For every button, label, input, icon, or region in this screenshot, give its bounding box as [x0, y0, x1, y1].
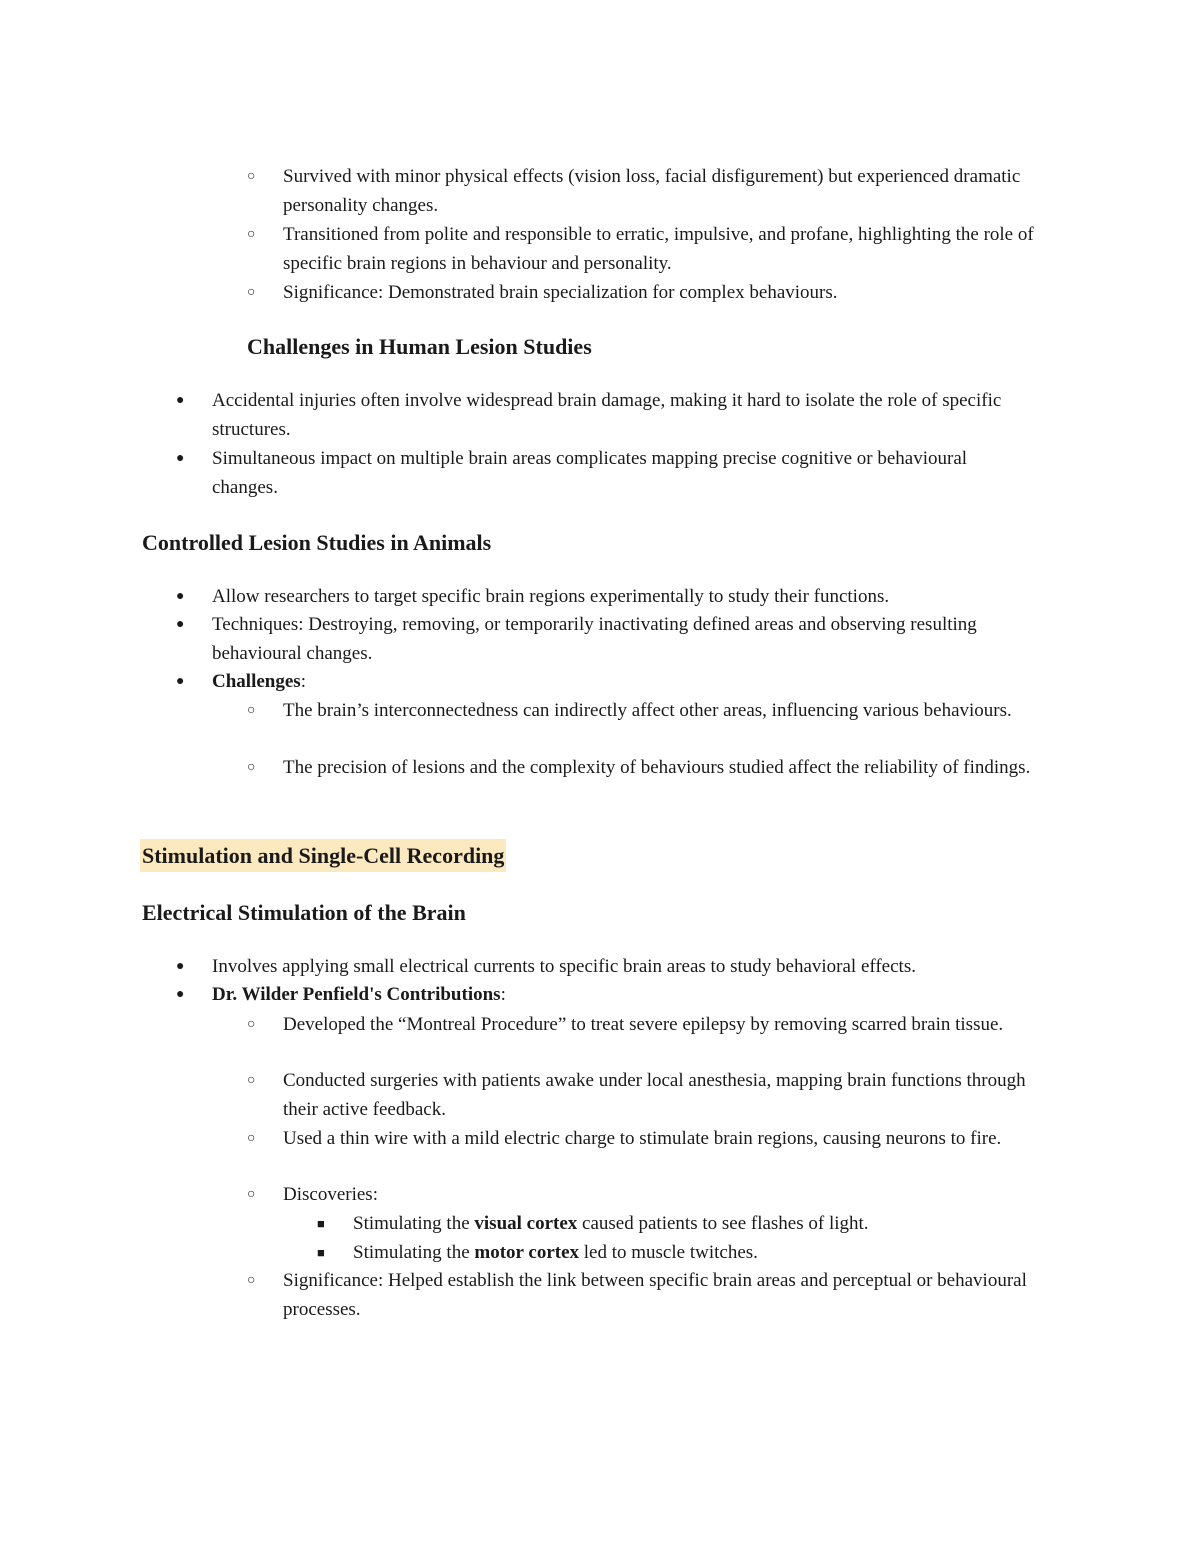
hollow-bullet-icon: ○ [247, 1187, 256, 1202]
penfield-label: Dr. Wilder Penfield's Contributions [212, 984, 501, 1005]
section-heading-text: Stimulation and Single-Cell Recording [140, 839, 506, 872]
bullet-icon: ● [176, 959, 185, 974]
bullet-icon: ● [176, 987, 185, 1002]
square-bullet-icon: ■ [317, 1216, 325, 1231]
list-item: Involves applying small electrical currents to specific brain areas to study behavioral effects. [212, 956, 916, 977]
discovery-term: motor cortex [474, 1242, 580, 1263]
list-item: Developed the “Montreal Procedure” to treat severe epilepsy by removing scarred brain tissue. [283, 1014, 1004, 1035]
challenges-colon: : [300, 671, 306, 692]
list-item: Techniques: Destroying, removing, or temporarily inactivating defined areas and observing resulting behavioural changes. [212, 614, 977, 664]
hollow-bullet-icon: ○ [247, 1273, 256, 1288]
discovery-text: caused patients to see flashes of light. [577, 1213, 869, 1234]
hollow-bullet-icon: ○ [247, 1073, 256, 1088]
challenges-label: Challenges [212, 671, 301, 692]
list-item: The precision of lesions and the complexity of behaviours studied affect the reliability of findings. [283, 757, 1031, 778]
heading-electrical-stimulation: Electrical Stimulation of the Brain [142, 900, 466, 925]
list-item: Simultaneous impact on multiple brain areas complicates mapping precise cognitive or behavioural changes. [212, 448, 968, 498]
list-item-discovery [353, 1210, 1053, 1239]
hollow-bullet-icon: ○ [247, 227, 256, 242]
discovery-text: Stimulating the [353, 1242, 475, 1263]
hollow-bullet-icon: ○ [247, 1131, 256, 1146]
discovery-text: led to muscle twitches. [579, 1242, 758, 1263]
list-item: Significance: Demonstrated brain specialization for complex behaviours. [283, 282, 838, 303]
list-item: Used a thin wire with a mild electric charge to stimulate brain regions, causing neurons to fire. [283, 1128, 1002, 1149]
list-item-penfield [212, 981, 992, 1010]
bullet-icon: ● [176, 617, 185, 632]
list-item-discovery [353, 1239, 1053, 1268]
heading-animal-lesion: Controlled Lesion Studies in Animals [142, 530, 492, 555]
list-item: Conducted surgeries with patients awake under local anesthesia, mapping brain functions through their active feedback. [283, 1070, 1026, 1120]
list-item: Allow researchers to target specific brain regions experimentally to study their functions. [212, 586, 890, 607]
discovery-text: Stimulating the [353, 1213, 475, 1234]
list-item: Discoveries: [283, 1184, 378, 1205]
hollow-bullet-icon: ○ [247, 285, 256, 300]
list-item: Accidental injuries often involve widespread brain damage, making it hard to isolate the role of specific structures. [212, 390, 1002, 440]
square-bullet-icon: ■ [317, 1245, 325, 1260]
discovery-term: visual cortex [474, 1213, 578, 1234]
list-item-challenges [212, 668, 992, 697]
list-item: The brain’s interconnectedness can indirectly affect other areas, influencing various behaviours. [283, 700, 1012, 721]
hollow-bullet-icon: ○ [247, 760, 256, 775]
heading-challenges-human: Challenges in Human Lesion Studies [247, 334, 592, 359]
list-item: Transitioned from polite and responsible to erratic, impulsive, and profane, highlighting the role of specific brain regions in behaviour and personality. [283, 224, 1034, 274]
penfield-colon: : [500, 984, 506, 1005]
hollow-bullet-icon: ○ [247, 1017, 256, 1032]
hollow-bullet-icon: ○ [247, 703, 256, 718]
bullet-icon: ● [176, 674, 185, 689]
bullet-icon: ● [176, 451, 185, 466]
bullet-icon: ● [176, 393, 185, 408]
list-item: Significance: Helped establish the link between specific brain areas and perceptual or behavioural processes. [283, 1270, 1027, 1320]
section-heading-highlighted [140, 841, 506, 871]
bullet-icon: ● [176, 589, 185, 604]
hollow-bullet-icon: ○ [247, 169, 256, 184]
list-item: Survived with minor physical effects (vision loss, facial disfigurement) but experienced dramatic personality changes. [283, 166, 1021, 216]
